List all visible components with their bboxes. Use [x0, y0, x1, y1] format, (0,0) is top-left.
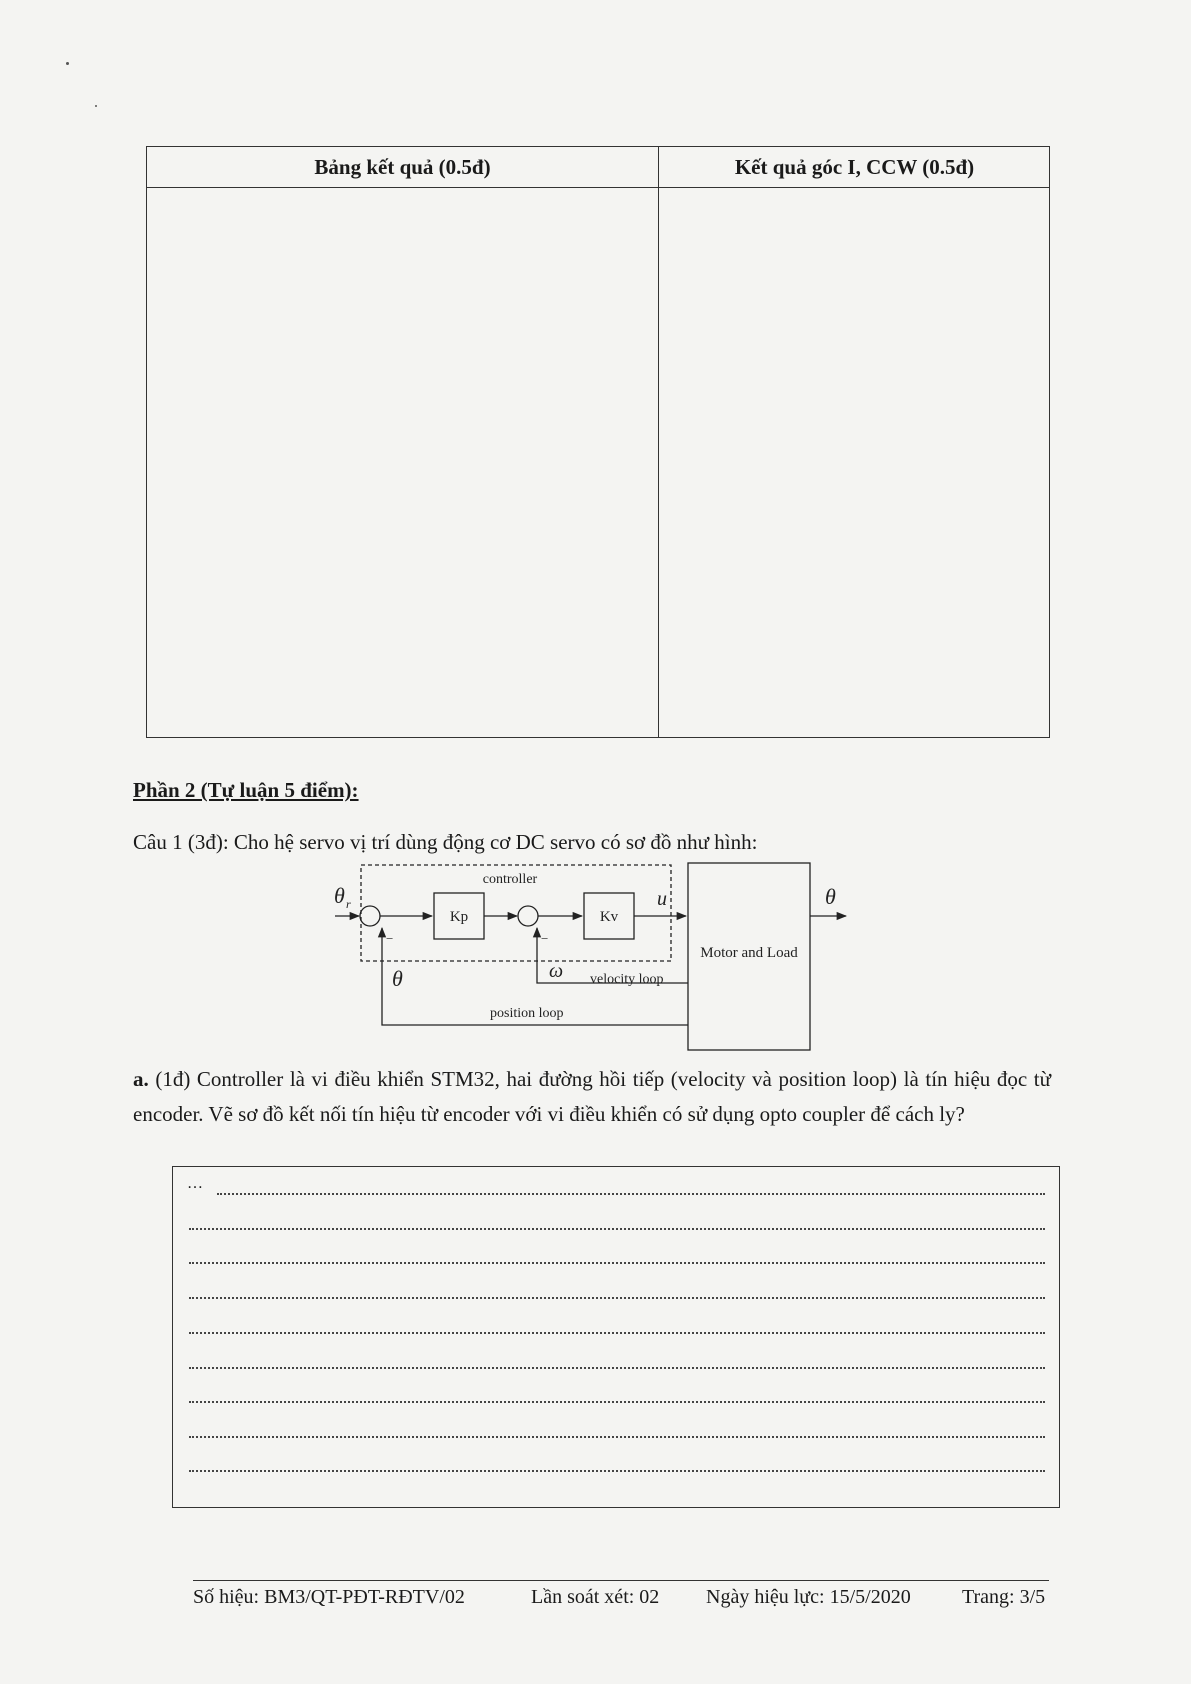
kv-label: Kv [599, 909, 619, 925]
answer-line[interactable] [189, 1262, 1045, 1264]
answer-lead-dots: … [187, 1175, 204, 1192]
theta-r-subscript: r [346, 897, 351, 911]
question-1: Câu 1 (3đ): Cho hệ servo vị trí dùng động cơ DC servo có sơ đồ như hình: [133, 830, 758, 854]
footer-page-number: Trang: 3/5 [962, 1586, 1046, 1608]
answer-line[interactable] [189, 1228, 1045, 1230]
theta-output-symbol: θ [825, 884, 836, 909]
answer-line[interactable] [189, 1436, 1045, 1438]
velocity-summing-junction [518, 906, 538, 926]
results-table-header: Bảng kết quả (0.5đ) [314, 155, 491, 179]
answer-line[interactable] [189, 1332, 1045, 1334]
theta-r-symbol: θ [334, 883, 345, 908]
table-column-divider [658, 147, 659, 737]
position-loop-label: position loop [490, 1006, 564, 1021]
velocity-loop-label: velocity loop [590, 972, 664, 987]
question-1a-text: (1đ) Controller là vi điều khiển STM32, hai đường hồi tiếp (velocity và position loop) là tín hiệu đọc từ encoder. Vẽ sơ đồ kết nối tín hiệu từ encoder với vi điều khiển có sử dụng opto coupler để cách ly? [133, 1067, 1051, 1126]
angle-result-header: Kết quả góc I, CCW (0.5đ) [734, 155, 975, 179]
answer-line[interactable] [189, 1470, 1045, 1472]
question-1a-label: a. [133, 1067, 149, 1091]
answer-line[interactable] [189, 1367, 1045, 1369]
table-header-divider [147, 187, 1049, 188]
minus-sign-velocity: − [541, 931, 549, 946]
kp-label: Kp [449, 909, 469, 925]
answer-line[interactable] [189, 1297, 1045, 1299]
answer-line[interactable] [189, 1401, 1045, 1403]
scan-speck [66, 62, 69, 65]
controller-label: controller [482, 872, 538, 887]
scan-speck [95, 105, 97, 107]
theta-feedback-symbol: θ [392, 966, 403, 991]
footer-revision: Lần soát xét: 02 [531, 1586, 660, 1608]
footer-rule [193, 1580, 1049, 1581]
question-1a [133, 1062, 1051, 1132]
minus-sign-position: − [386, 931, 394, 946]
omega-symbol: ω [549, 960, 564, 982]
section-title: Phần 2 (Tự luận 5 điểm): [133, 778, 359, 802]
answer-line[interactable] [217, 1193, 1045, 1195]
answer-box[interactable] [172, 1166, 1060, 1508]
u-signal-label: u [657, 888, 667, 910]
results-table [146, 146, 1050, 738]
motor-load-label: Motor and Load [700, 945, 798, 961]
servo-block-diagram [320, 855, 860, 1055]
footer-effective-date: Ngày hiệu lực: 15/5/2020 [706, 1586, 911, 1608]
footer-document-code: Số hiệu: BM3/QT-PĐT-RĐTV/02 [193, 1586, 465, 1608]
position-summing-junction [360, 906, 380, 926]
